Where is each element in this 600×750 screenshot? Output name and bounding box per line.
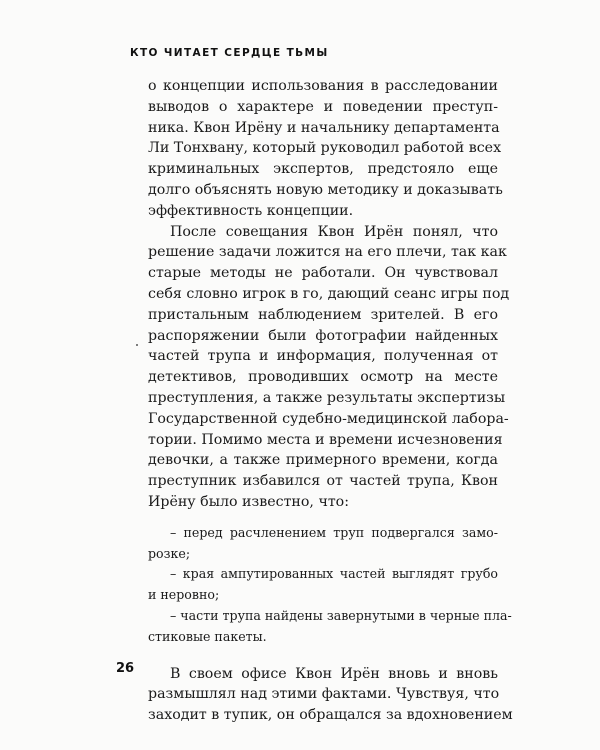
text-line: криминальных экспертов, предстояло еще (148, 161, 498, 178)
list-item (148, 523, 498, 565)
body-text (148, 76, 513, 726)
paragraph-1 (148, 76, 503, 222)
text-line: пристальным наблюдением зрителей. В его (148, 306, 498, 323)
text-line: После совещания Квон Ирён понял, что (170, 223, 498, 240)
text-line: стиковые пакеты. (148, 628, 267, 644)
text-line: розке; (148, 545, 191, 561)
text-line: – части трупа найдены завернутыми в черные пла- (170, 607, 512, 623)
text-line: ника. Квон Ирёну и начальнику департамента (148, 119, 500, 136)
text-line: заходит в тупик, он обращался за вдохновением (148, 707, 513, 724)
text-line: частей трупа и информация, полученная от (148, 348, 498, 365)
paragraph-3 (148, 664, 513, 726)
text-line: детективов, проводивших осмотр на месте (148, 369, 498, 386)
spacer (148, 648, 498, 664)
fact-list (148, 523, 512, 648)
running-head: КТО ЧИТАЕТ СЕРДЦЕ ТЬМЫ (130, 47, 329, 59)
text-line: эффективность концепции. (148, 202, 354, 219)
text-line: В своем офисе Квон Ирён вновь и вновь (170, 665, 498, 682)
page-number: 26 (116, 661, 135, 676)
text-line: преступник избавился от частей трупа, Квон (148, 473, 498, 490)
text-line: выводов о характере и поведении преступ- (148, 98, 498, 115)
text-line: тории. Помимо места и времени исчезновения (148, 431, 503, 448)
text-line: Государственной судебно-медицинской лабора- (148, 410, 509, 427)
paragraph-2 (148, 222, 510, 513)
text-line: Ли Тонхвану, который руководил работой всех (148, 140, 502, 157)
text-line: и неровно; (148, 587, 220, 603)
text-line: старые методы не работали. Он чувствовал (148, 265, 498, 282)
spacer (148, 513, 498, 523)
text-line: решение задачи ложится на его плечи, так как (148, 244, 507, 261)
text-line: Ирёну было известно, что: (148, 493, 350, 510)
text-line: – перед расчленением труп подвергался замо- (170, 524, 498, 540)
text-line: размышлял над этими фактами. Чувствуя, что (148, 686, 500, 703)
list-item (148, 564, 498, 606)
list-item (148, 606, 512, 648)
text-line: распоряжении были фотографии найденных (148, 327, 498, 344)
text-line: долго объяснять новую методику и доказывать (148, 181, 503, 198)
text-line: о концепции использования в расследовании (148, 78, 498, 94)
text-line: девочки, а также примерного времени, когда (148, 452, 498, 469)
text-line: преступления, а также результаты экспертизы (148, 389, 506, 406)
text-line: себя словно игрок в го, дающий сеанс игры под (148, 285, 510, 302)
margin-mark (136, 344, 138, 346)
text-line: – края ампутированных частей выглядят грубо (170, 566, 498, 582)
